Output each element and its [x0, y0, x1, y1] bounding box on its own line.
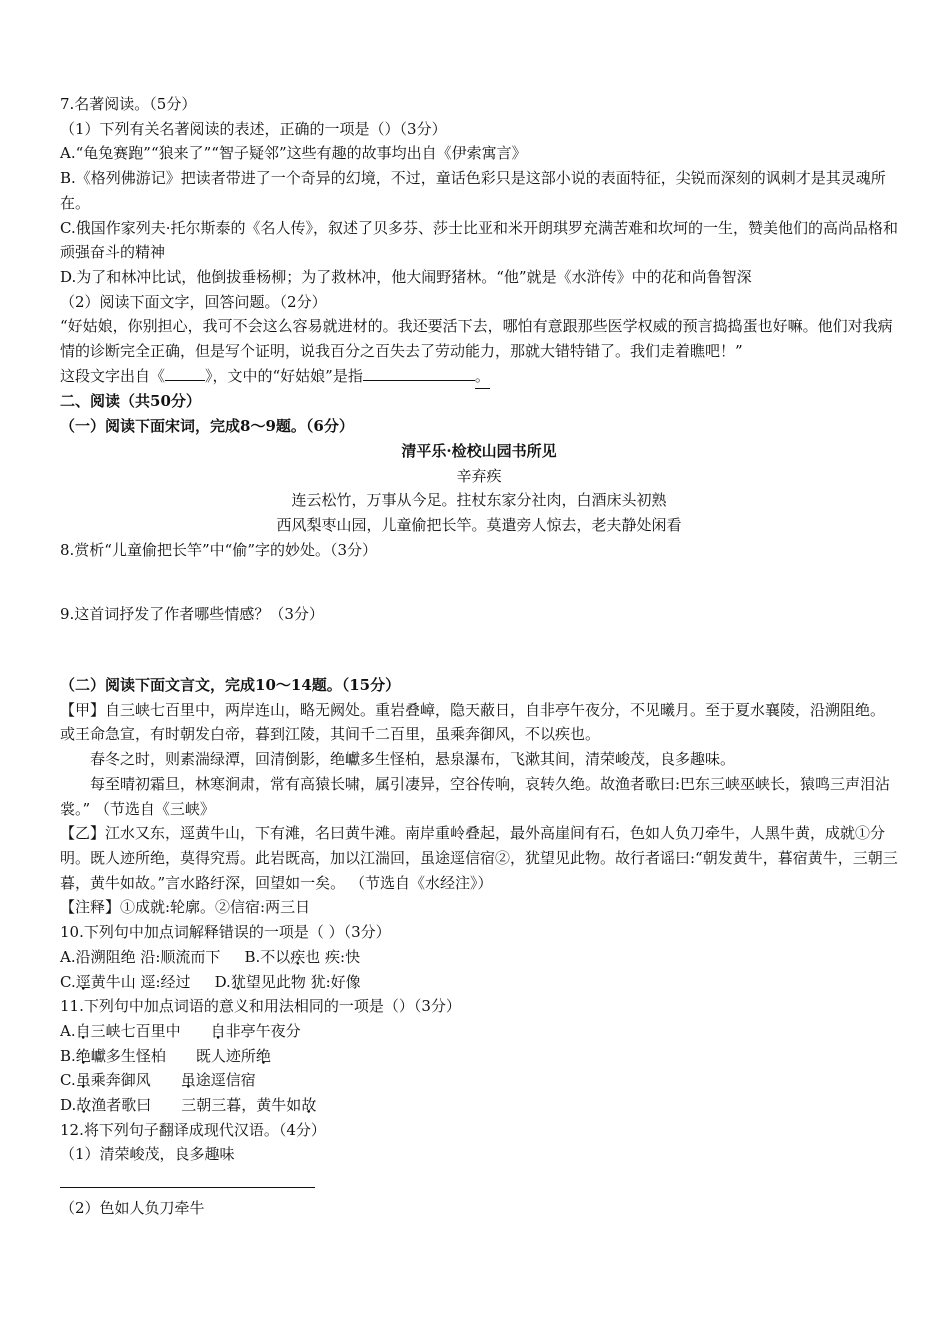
poem-line-2: 西风梨枣山园，儿童偷把长竿。莫遣旁人惊去，老夫静处闲看	[276, 515, 682, 534]
q11-d-text-2: 三朝三暮，黄牛如	[181, 1096, 302, 1115]
q7-sub2: （2）阅读下面文字，回答问题。（2分）	[60, 292, 327, 311]
q11-c-text-1: 乘奔御风	[90, 1071, 151, 1090]
q11-a-dotted-1: 自	[75, 1021, 91, 1040]
q10-b-rest: 也 疾:快	[305, 947, 361, 966]
q10-d-dotted-word: 犹	[230, 972, 246, 991]
q11-b-text-2: 既人迹所	[195, 1046, 256, 1065]
q11-c-prefix: C.	[60, 1071, 76, 1090]
part2-heading: （二）阅读下面文言文，完成10～14题。（15分）	[60, 676, 401, 695]
q12-item-1: （1）清荣峻茂，良多趣味	[60, 1145, 235, 1164]
q11-c-text-2: 途逕信宿	[195, 1071, 256, 1090]
part1-heading: （一）阅读下面宋词，完成8～9题。（6分）	[60, 417, 354, 436]
q7-fill-question	[60, 364, 898, 390]
q9: 9.这首词抒发了作者哪些情感？（3分）	[60, 605, 324, 624]
q11-b-text-1: 巘多生怪柏	[90, 1046, 166, 1065]
q7-ask-part1: 这段文字出自《	[60, 366, 166, 385]
q11-c-dotted-1: 虽	[75, 1071, 91, 1090]
q11-option-b	[60, 1044, 898, 1069]
q11-option-d	[60, 1093, 898, 1118]
q10-c-prefix: C.	[60, 972, 76, 991]
passage-yi: 【乙】江水又东，逕黄牛山，下有滩，名曰黄牛滩。南岸重岭叠起，最外高崖间有石，色如人负刀牵牛，人黑牛黄，成就①分明。既人迹所绝，莫得究焉。此岩既高，加以江湍回，虽途逕信宿②，犹望见此物。故行者谣曰:“朝发黄牛，暮宿黄牛，三朝三暮，黄牛如故。”言水路纡深，回望如一矣。 （节选自《水经注》）	[60, 824, 898, 892]
q7-ask-part2: 》，文中的“好姑娘”是指	[205, 366, 363, 385]
q12-answer-line[interactable]	[60, 1167, 315, 1188]
q10-options-ab	[60, 945, 898, 970]
q11-d-dotted-1: 故	[76, 1096, 92, 1115]
q11-option-c	[60, 1068, 898, 1093]
q7-title: 7.名著阅读。（5分）	[60, 95, 197, 113]
q10-d-prefix: D.	[214, 972, 231, 991]
poem-author: 辛弃疾	[456, 466, 502, 485]
q11-b-dotted-1: 绝	[75, 1046, 91, 1065]
q11-a-text-1: 三峡七百里中	[90, 1021, 181, 1040]
q10: 10.下列句中加点词解释错误的一项是（ ）（3分）	[60, 923, 391, 942]
poem-title: 清平乐·检校山园书所见	[401, 441, 557, 460]
annotation-note: 【注释】①成就:轮廓。②信宿:两三日	[60, 898, 311, 917]
q10-b-dotted-word: 疾	[290, 947, 306, 966]
q10-d-rest: 望见此物 犹:好像	[245, 972, 361, 991]
q7-sub1: （1）下列有关名著阅读的表述，正确的一项是（）（3分）	[60, 119, 447, 138]
q11-option-a	[60, 1019, 898, 1044]
passage-jia-p2: 春冬之时，则素湍绿潭，回清倒影，绝巘多生怪柏，悬泉瀑布，飞漱其间，清荣峻茂，良多趣味。	[90, 750, 736, 769]
book-title-blank[interactable]	[165, 364, 205, 381]
q7-option-c: C.俄国作家列夫·托尔斯泰的《名人传》，叙述了贝多芬、莎士比亚和米开朗琪罗充满苦难和坎坷的一生，赞美他们的高尚品格和顽强奋斗的精神	[60, 218, 898, 262]
q10-b-prefix: B.不以	[244, 947, 291, 966]
q8: 8.赏析“儿童偷把长竿”中“偷”字的妙处。（3分）	[60, 540, 378, 559]
q9-answer-space[interactable]	[60, 627, 898, 673]
q10-a-rest: 溯阻绝 沿:顺流而下	[90, 947, 221, 966]
section2-heading: 二、阅读（共50分）	[60, 392, 201, 411]
q10-options-cd	[60, 970, 898, 995]
q11-b-prefix: B.	[60, 1046, 76, 1065]
q11-a-text-2: 非亭午夜分	[225, 1021, 301, 1040]
q8-answer-space[interactable]	[60, 562, 898, 602]
passage-jia-p3: 每至晴初霜旦，林寒涧肃，常有高猿长啸，属引凄异，空谷传响，哀转久绝。故渔者歌曰:巴东三峡巫峡长，猿鸣三声泪沾裳。” （节选自《三峡》	[60, 774, 891, 818]
q7-option-b: B.《格列佛游记》把读者带进了一个奇异的幻境，不过，童话色彩只是这部小说的表面特征，尖锐而深刻的讽刺才是其灵魂所在。	[60, 169, 886, 212]
q7-option-a: A.“龟兔赛跑”“狼来了”“智子疑邻”这些有趣的故事均出自《伊索寓言》	[60, 144, 527, 163]
q11-c-dotted-2: 虽	[180, 1071, 196, 1090]
q7-passage: “好姑娘，你别担心，我可不会这么容易就进材的。我还要活下去，哪怕有意跟那些医学权威的预言捣捣蛋也好嘛。他们对我病情的诊断完全正确，但是写个证明，说我百分之百失去了劳动能力，那就大错特错了。我们走着瞧吧！”	[60, 317, 893, 361]
q12: 12.将下列句子翻译成现代汉语。（4分）	[60, 1120, 326, 1139]
q10-c-rest: 黄牛山 逕:经过	[90, 972, 191, 991]
q7-ask-part3: 。	[475, 364, 490, 390]
passage-jia-p1: 【甲】自三峡七百里中，两岸连山，略无阙处。重岩叠嶂，隐天蔽日，自非亭午夜分，不见曦月。至于夏水襄陵，沿溯阻绝。或王命急宣，有时朝发白帝，暮到江陵，其间千二百里，虽乘奔御风，不以疾也。	[60, 700, 886, 744]
q10-c-dotted-word: 逕	[75, 972, 91, 991]
poem-line-1: 连云松竹，万事从今足。拄杖东家分社肉，白酒床头初熟	[291, 491, 667, 510]
q12-item-2: （2）色如人负刀牵牛	[60, 1199, 205, 1218]
q11-a-dotted-2: 自	[210, 1021, 226, 1040]
q10-a-prefix: A.沿	[60, 947, 91, 966]
q11: 11.下列句中加点词语的意义和用法相同的一项是（）（3分）	[60, 997, 461, 1016]
q11-a-prefix: A.	[60, 1021, 76, 1040]
q11-d-dotted-2: 故	[301, 1096, 317, 1115]
q7-option-d: D.为了和林冲比试，他倒拔垂杨柳；为了救林冲，他大闹野猪林。“他”就是《水浒传》中的花和尚鲁智深	[60, 267, 752, 286]
q11-b-dotted-2: 绝	[255, 1046, 271, 1065]
q11-d-text-1: 渔者歌曰	[91, 1096, 152, 1115]
girl-name-blank[interactable]	[363, 364, 475, 381]
exam-page	[60, 92, 898, 1221]
q11-d-prefix: D.	[60, 1096, 77, 1115]
